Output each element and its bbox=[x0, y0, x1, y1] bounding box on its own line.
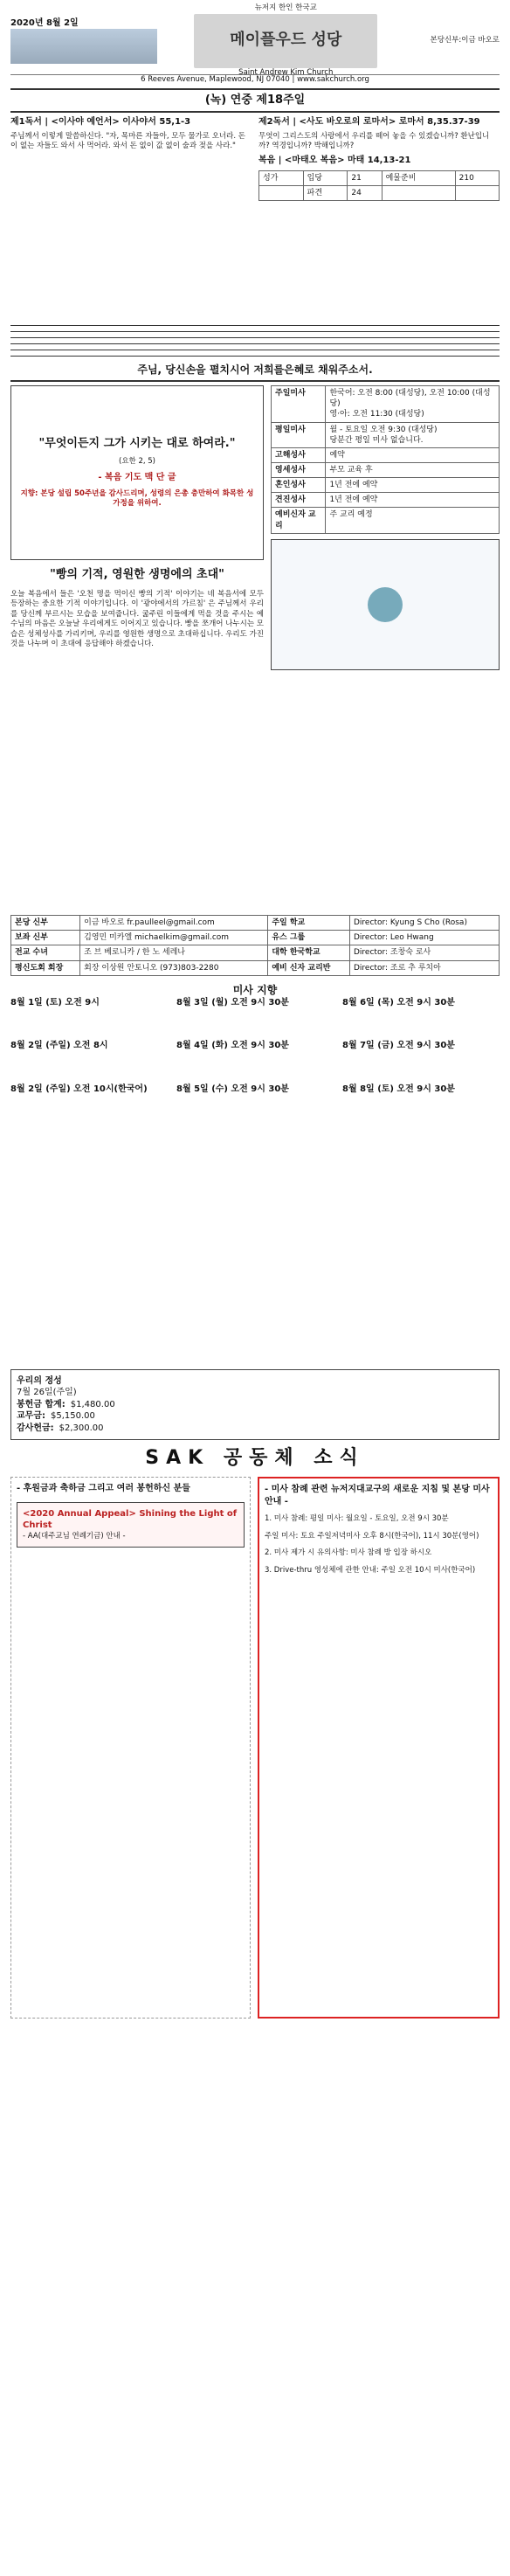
calendar-day: 8월 5일 (수) 오전 9시 30분 bbox=[176, 1084, 289, 1094]
calendar-day: 8월 7일 (금) 오전 9시 30분 bbox=[342, 1041, 455, 1051]
logo-sub: Saint Andrew Kim Church bbox=[238, 67, 334, 77]
news-item: 1. 미사 참례: 평일 미사: 월요일 - 토요일, 오전 9시 30분 bbox=[265, 1514, 449, 1524]
news-item: 주일 미사: 토요 주일저녁미사 오후 8시(한국어), 11시 30분(영어) bbox=[265, 1531, 479, 1541]
schedule-label: 고해성사 bbox=[272, 447, 326, 462]
reading1-text: 주님께서 이렇게 말씀하신다. "자, 목마른 자들아, 모두 물가로 오너라. 돈이 없는 자들도 와서 사 먹어라. 와서 돈 없이 값 없이 술과 젖을 사라." bbox=[10, 131, 245, 150]
schedule-value: 1년 전에 예약 bbox=[326, 478, 500, 493]
hymn-cell bbox=[382, 186, 455, 201]
gospel-label: 복음 | <마태오 복음> 마태 14,13-21 bbox=[258, 156, 411, 166]
contact-value: Director: Leo Hwang bbox=[350, 931, 500, 945]
schedule-value: 예약 bbox=[326, 447, 500, 462]
calendar-day: 8월 3일 (월) 오전 9시 30분 bbox=[176, 997, 289, 1008]
schedule-value: 월 - 토요일 오전 9:30 (대성당) bbox=[329, 425, 438, 434]
church-photo bbox=[10, 29, 157, 64]
schedule-label: 예비신자 교리 bbox=[272, 508, 326, 533]
schedule-label: 평일미사 bbox=[272, 422, 326, 447]
contact-role: 주일 학교 bbox=[268, 916, 350, 931]
hymn-cell bbox=[455, 186, 499, 201]
contact-value: 이금 바오로 fr.paulleel@gmail.com bbox=[80, 916, 268, 931]
news-item: 2. 미사 제가 시 유의사항: 미사 참례 방 입장 하시오 bbox=[265, 1548, 432, 1558]
sak-section bbox=[10, 1477, 500, 2019]
schedule-label: 혼인성사 bbox=[272, 478, 326, 493]
church-logo bbox=[194, 14, 377, 68]
hymn-table bbox=[258, 170, 500, 201]
schedule-table bbox=[271, 385, 500, 534]
readings-section bbox=[10, 116, 500, 317]
address-line: 6 Reeves Avenue, Maplewood, NJ 07040 | www.sakchurch.org bbox=[141, 75, 369, 84]
calendar-title: 미사 지향 bbox=[232, 983, 278, 996]
reading2-text: 무엇이 그리스도의 사랑에서 우리를 떼어 놓을 수 있겠습니까? 환난입니까? 역경입니까? 박해입니까? bbox=[258, 131, 490, 150]
calendar-day: 8월 4일 (화) 오전 9시 30분 bbox=[176, 1041, 289, 1051]
contact-value: Director: 조로 추 루치아 bbox=[350, 960, 500, 975]
reading1-label: 제1독서 | <이사야 예언서> 이사야서 55,1-3 bbox=[10, 117, 191, 128]
offering-label: 감사헌금: bbox=[17, 1423, 54, 1433]
calligraphy-line3: - 복음 기도 맥 단 글 bbox=[98, 473, 176, 483]
calendar-day: 8월 1일 (토) 오전 9시 bbox=[10, 997, 100, 1008]
contact-role: 본당 신부 bbox=[11, 916, 80, 931]
reading2-label: 제2독서 | <사도 바오로의 로마서> 로마서 8,35.37-39 bbox=[258, 117, 480, 128]
annual-sub: - AA(대주교님 연례기금) 안내 - bbox=[23, 1531, 126, 1541]
hymn-cell: 21 bbox=[348, 170, 382, 185]
schedule-value: 한국어: 오전 8:00 (대성당), 오전 10:00 (대성당) bbox=[329, 389, 491, 409]
contact-value: 조 브 베로니카 / 한 노 세레나 bbox=[80, 945, 268, 960]
dove-icon bbox=[359, 578, 411, 631]
hymn-cell: 예물준비 bbox=[382, 170, 455, 185]
contact-role: 보좌 신부 bbox=[11, 931, 80, 945]
decorative-image bbox=[271, 539, 500, 670]
liturgy-title: (녹) 연중 제18주일 bbox=[10, 88, 500, 113]
hymn-cell: 210 bbox=[455, 170, 499, 185]
schedule-value: 당분간 평일 미사 없습니다. bbox=[329, 435, 424, 445]
offering-label: 교무금: bbox=[17, 1411, 45, 1422]
logo-text: 메이플우드 성당 bbox=[230, 31, 342, 50]
contact-role: 유스 그룹 bbox=[268, 931, 350, 945]
offering-value: $5,150.00 bbox=[50, 1411, 95, 1422]
annual-title: <2020 Annual Appeal> Shining the Light of Christ bbox=[23, 1508, 238, 1531]
hymn-cell: 파견 bbox=[303, 186, 348, 201]
hymn-cell: 입당 bbox=[303, 170, 348, 185]
calligraphy-line4: 지향: 본당 설립 50주년을 감사드리며, 성령의 은총 충만하여 화목한 성가정을 위하여. bbox=[20, 488, 254, 509]
news-header: - 미사 참례 관련 뉴저지대교구의 새로운 지침 및 본당 미사 안내 - bbox=[265, 1485, 490, 1506]
parish-label: 뉴저지 한인 한국교 bbox=[254, 3, 317, 13]
calendar-day: 8월 2일 (주일) 오전 10시(한국어) bbox=[10, 1084, 148, 1094]
calendar-day: 8월 8일 (토) 오전 9시 30분 bbox=[342, 1084, 455, 1094]
calendar-section bbox=[10, 997, 500, 1364]
schedule-label: 주일미사 bbox=[272, 386, 326, 422]
contacts-table bbox=[10, 915, 500, 976]
calligraphy-line1: "무엇이든지 그가 시키는 대로 하여라." bbox=[38, 437, 236, 451]
hymn-cell: 성가 bbox=[259, 170, 304, 185]
offering-label: 봉헌금 합계: bbox=[17, 1399, 65, 1409]
music-score bbox=[10, 320, 500, 360]
bulletin-date: 2020년 8월 2일 bbox=[10, 17, 79, 28]
news-box bbox=[258, 1477, 500, 2019]
contact-value: Director: Kyung S Cho (Rosa) bbox=[350, 916, 500, 931]
calligraphy-line2: (요한 2, 5) bbox=[119, 457, 155, 467]
schedule-value: 주 교리 예정 bbox=[326, 508, 500, 533]
schedule-value: 부모 교육 후 bbox=[326, 463, 500, 478]
psalm-response: 주님, 당신손을 펼치시어 저희를은혜로 채워주소서. bbox=[137, 364, 373, 377]
contact-value: 회장 이상원 안토니오 (973)803-2280 bbox=[80, 960, 268, 975]
hymn-cell: 24 bbox=[348, 186, 382, 201]
annual-appeal-box bbox=[17, 1502, 245, 1548]
contact-role: 전교 수녀 bbox=[11, 945, 80, 960]
contact-value: Director: 조창숙 로사 bbox=[350, 945, 500, 960]
priest-label: 본당신부:이금 바오로 bbox=[430, 35, 500, 45]
schedule-label: 견진성사 bbox=[272, 493, 326, 508]
calendar-day: 8월 2일 (주일) 오전 8시 bbox=[10, 1041, 108, 1051]
schedule-value: 영·아: 오전 11:30 (대성당) bbox=[329, 410, 424, 419]
contact-role: 예비 신자 교리반 bbox=[268, 960, 350, 975]
reflection-body: 오늘 복음에서 들은 '오천 명을 먹이신 빵의 기적' 이야기는 네 복음서에 모두 등장하는 중요한 기적 이야기입니다. 이 '광야에서의 가르침' 은 주님께서 우리를 당신께 부르시는 모습을 보여줍니다. 굶주린 이들에게 먹을 것을 주시는 예수님의 마음은 오늘날 우리에게도 이어지고 있습니다. 빵을 쪼개어 나누시는 모습은 성체성사를 가리키며, 우리를 영원한 생명으로 초대하십니다. 우리도 가진 것을 나누며 이 초대에 응답해야 하겠습니다. bbox=[10, 589, 264, 649]
calligraphy-box bbox=[10, 385, 264, 560]
middle-section bbox=[10, 385, 500, 910]
bulletin-header bbox=[10, 3, 500, 77]
contact-value: 김영민 미카엘 michaelkim@gmail.com bbox=[80, 931, 268, 945]
sak-title: SAK 공동체 소식 bbox=[145, 1447, 365, 1470]
offering-box bbox=[10, 1369, 500, 1441]
contact-role: 평신도회 회장 bbox=[11, 960, 80, 975]
news-item: 3. Drive-thru 영성체에 관한 안내: 주일 오전 10시 미사(한국어) bbox=[265, 1565, 476, 1575]
offering-value: $2,300.00 bbox=[59, 1423, 104, 1433]
schedule-label: 영세성사 bbox=[272, 463, 326, 478]
contact-role: 대학 한국학교 bbox=[268, 945, 350, 960]
reflection-title: "빵의 기적, 영원한 생명에의 초대" bbox=[50, 568, 224, 582]
thanks-header: - 후원금과 축하금 그리고 여러 봉헌하신 분들 bbox=[17, 1484, 190, 1494]
schedule-value: 1년 전에 예약 bbox=[326, 493, 500, 508]
offering-title: 우리의 정성 bbox=[17, 1375, 62, 1386]
calendar-day: 8월 6일 (목) 오전 9시 30분 bbox=[342, 997, 455, 1008]
offering-value: $1,480.00 bbox=[70, 1399, 115, 1409]
hymn-cell bbox=[259, 186, 304, 201]
offering-date: 7월 26일(주일) bbox=[17, 1388, 77, 1398]
